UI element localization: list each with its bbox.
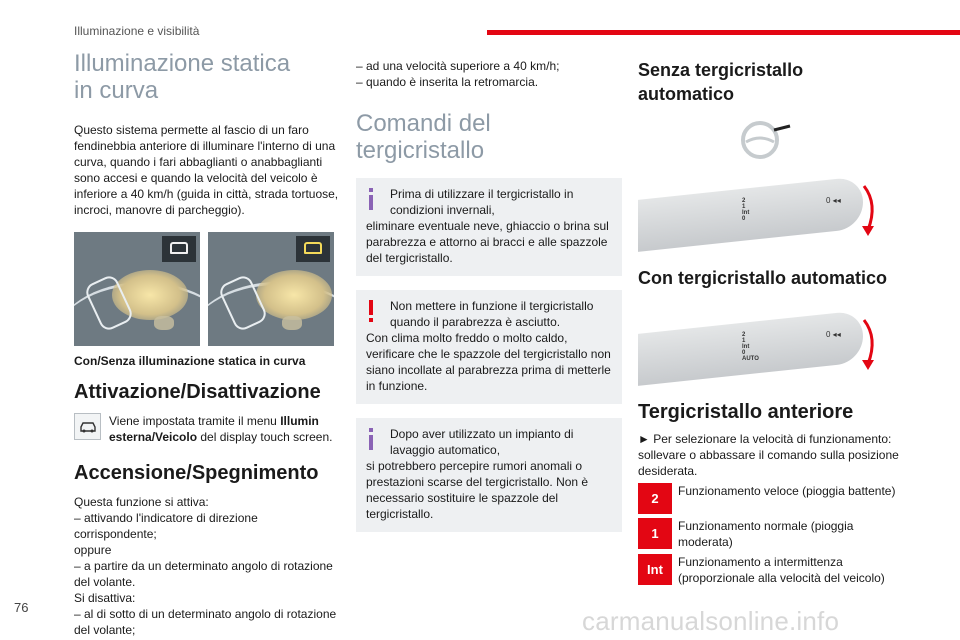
photo-caption: Con/Senza illuminazione statica in curva [74, 354, 306, 368]
fog-light-indicator-icon [162, 236, 196, 262]
heading-on-off: Accensione/Spegnimento [74, 462, 319, 484]
heading-without-auto-wiper: Senza tergicristallo automatico [638, 60, 804, 104]
position-1-badge: 1 [638, 518, 672, 549]
heading-wiper-controls: Comandi del tergicristallo [356, 110, 491, 164]
position-2-badge: 2 [638, 483, 672, 514]
page-number: 76 [14, 600, 29, 615]
info-note-car-wash: Dopo aver utilizzato un impianto di lavaggio automatico, si potrebbero percepire rumori anomali o prestazioni scarse del tergicristallo. Non è necessario sostituire le spazzole del tergicristallo. [356, 418, 622, 532]
stalk-position-labels: 2 1 Int 0 [742, 198, 750, 222]
photo-without-cornering-light [208, 232, 334, 346]
legend-item-fast: 2 Funzionamento veloce (pioggia battente) [638, 483, 908, 514]
wiper-stalk-auto [638, 304, 908, 390]
position-int-badge: Int [638, 554, 672, 585]
stalk-position-labels: 2 1 Int 0 AUTO [742, 332, 759, 362]
stalk-end-label: 0 ◂◂ [826, 196, 841, 205]
section-header: Illuminazione e visibilità [74, 24, 200, 38]
activation-row [74, 413, 342, 445]
heading-with-auto-wiper: Con tergicristallo automatico [638, 268, 888, 288]
legend-item-normal: 1 Funzionamento normale (pioggia moderata) [638, 518, 908, 550]
photo-with-cornering-light [74, 232, 200, 346]
wiper-stalk-manual [638, 170, 908, 256]
fog-light-indicator-icon [296, 236, 330, 262]
continuation-list: – ad una velocità superiore a 40 km/h; – quando è inserita la retromarcia. [356, 59, 560, 89]
heading-activation: Attivazione/Disattivazione [74, 381, 321, 403]
watermark: carmanualsonline.info [582, 606, 840, 636]
heading-static-cornering: Illuminazione statica in curva [74, 50, 291, 104]
steering-wheel-icon [734, 120, 794, 160]
intro-paragraph: Questo sistema permette al fascio di un faro fendinebbia anteriore di illuminare l'interno di una curva, quando i fari abbaglianti o anabbaglianti sono accesi e quando la velocità del veicolo è inferiore a 40 km/h (guida in città, strada tortuose, incroci, manovre di parcheggio). [74, 123, 339, 217]
on-off-text: Questa funzione si attiva: – attivando l'indicatore di direzione corrispondente; oppure – a partire da un determinato angolo di rotazione del volante. Si disattiva: – al di sotto di un determinato angolo di rotazione del volante; [74, 495, 337, 637]
rotate-arrow-icon [860, 316, 882, 372]
rotate-arrow-icon [860, 182, 882, 238]
front-wiper-instruction: ► Per selezionare la velocità di funzionamento: sollevare o abbassare il comando sulla posizione desiderata. [638, 432, 899, 478]
vehicle-menu-icon [74, 413, 101, 440]
stalk-body [638, 176, 863, 252]
column-middle [356, 58, 622, 532]
header-accent-bar [487, 30, 960, 35]
legend-item-intermittent: Int Funzionamento a intermittenza (proporzionale alla velocità del veicolo) [638, 554, 908, 586]
column-right [638, 58, 908, 586]
warning-icon [366, 300, 376, 322]
activation-text: Viene impostata tramite il menu Illumin esterna/Veicolo del display touch screen. [109, 414, 333, 444]
info-note-winter: Prima di utilizzare il tergicristallo in condizioni invernali, eliminare eventuale neve, ghiaccio o brina sul parabrezza e attorno ai bracci e alle spazzole del tergicristallo. [356, 178, 622, 276]
heading-front-wiper: Tergicristallo anteriore [638, 401, 854, 423]
info-icon [366, 188, 376, 210]
info-icon [366, 428, 376, 450]
stalk-end-label: 0 ◂◂ [826, 330, 841, 339]
photo-comparison [74, 232, 342, 346]
warning-note-dry-windscreen: Non mettere in funzione il tergicristallo quando il parabrezza è asciutto. Con clima molto freddo o molto caldo, verificare che le spazzole del tergicristallo non siano incollate al parabrezza prima di metterle in funzione. [356, 290, 622, 404]
column-left [74, 50, 342, 638]
